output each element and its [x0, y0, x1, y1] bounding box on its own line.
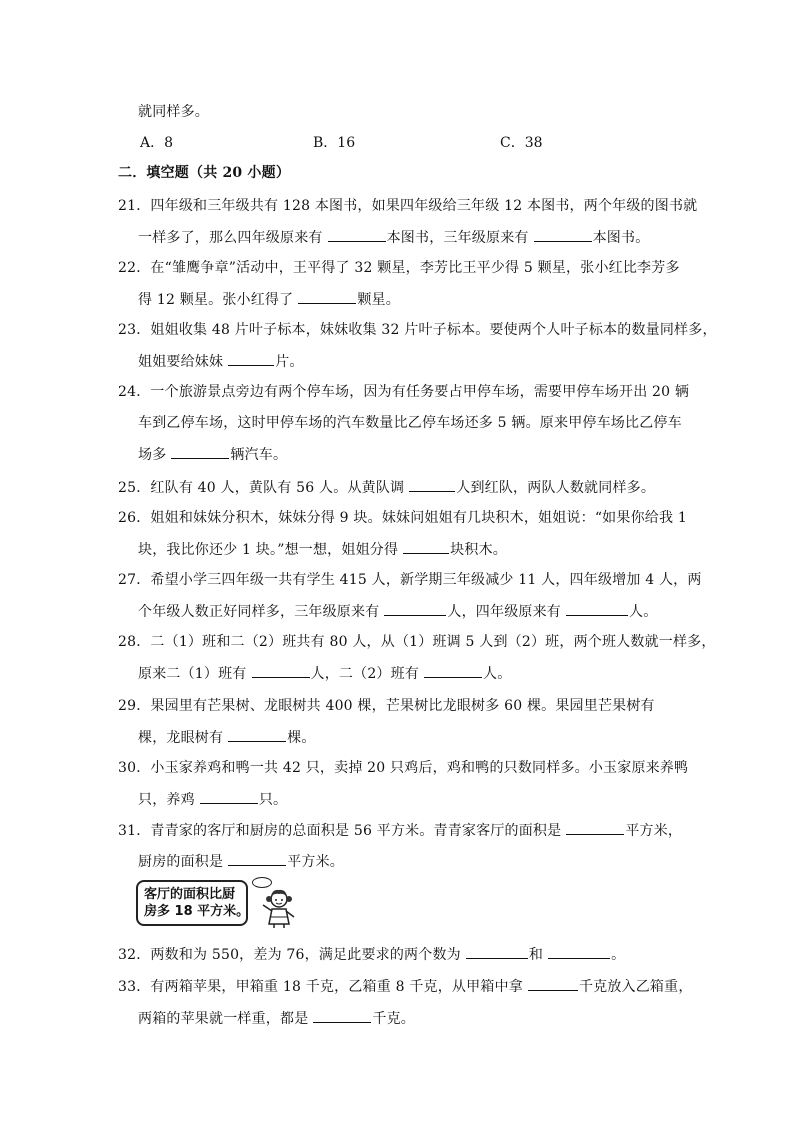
question-32-line-1	[118, 944, 625, 965]
answer-blank[interactable]	[409, 477, 455, 492]
question-25-line-1	[118, 477, 655, 498]
text-line	[138, 102, 209, 122]
line-text: 千克放入乙箱重，	[578, 979, 693, 995]
answer-blank[interactable]	[566, 601, 628, 616]
question-30-line-2	[138, 789, 287, 810]
line-text: 厨房的面积是	[138, 854, 224, 870]
line-text: 21．四年级和三年级共有 128 本图书，如果四年级给三年级 12 本图书，两个年级的图书就	[118, 198, 698, 214]
speech-bubble-line: 客厅的面积比厨	[144, 887, 236, 902]
option-c	[500, 133, 543, 153]
question-29-line-2	[138, 727, 316, 748]
line-text: 个年级人数正好同样多，三年级原来有	[138, 604, 380, 620]
line-text: 场多	[138, 447, 167, 463]
question-27-line-1	[118, 570, 702, 590]
answer-blank[interactable]	[466, 944, 528, 959]
question-31-line-1	[118, 820, 682, 841]
line-text: 千克。	[372, 1011, 416, 1027]
line-text: 22．在“雏鹰争章”活动中，王平得了 32 颗星，李芳比王平少得 5 颗星，张小红比李芳多	[118, 260, 680, 276]
line-text: 29．果园里有芒果树、龙眼树共 400 棵，芒果树比龙眼树多 60 棵。果园里芒果树有	[118, 698, 655, 714]
answer-blank[interactable]	[228, 727, 286, 742]
answer-blank[interactable]	[171, 444, 229, 459]
line-text: 本图书。	[592, 230, 650, 246]
answer-blank[interactable]	[528, 976, 578, 991]
line-text: 人，四年级原来有	[447, 604, 562, 620]
section-heading-text: 二．填空题（共 20 小题）	[118, 165, 291, 181]
speech-bubble-text	[144, 886, 249, 920]
option-a-text: A．8	[140, 135, 174, 151]
question-27-line-2	[138, 601, 657, 622]
line-text: 块积木。	[450, 542, 507, 558]
line-text: 姐姐要给妹妹	[138, 354, 224, 370]
question-22-line-2	[138, 289, 400, 310]
line-text: 33．有两箱苹果，甲箱重 18 千克，乙箱重 8 千克，从甲箱中拿	[118, 979, 523, 995]
line-text: 。	[611, 947, 626, 963]
line-text: 平方米，	[625, 823, 683, 839]
line-text: 片。	[275, 354, 304, 370]
line-text: 人，二（2）班有	[310, 666, 420, 682]
speech-bubble	[136, 880, 248, 926]
line-text: 一样多了，那么四年级原来有	[138, 230, 323, 246]
answer-blank[interactable]	[252, 663, 310, 678]
section-heading	[118, 163, 290, 183]
option-c-text: C．38	[500, 135, 543, 151]
line-text: 24．一个旅游景点旁边有两个停车场，因为有任务要占甲停车场，需要甲停车场开出 20 辆	[118, 384, 690, 400]
line-text: 人到红队，两队人数就同样多。	[456, 480, 656, 496]
question-33-line-1	[118, 976, 693, 997]
line-text: 28．二（1）班和二（2）班共有 80 人，从（1）班调 5 人到（2）班，两个班人数就一样多，	[118, 634, 716, 650]
speech-illustration	[136, 877, 306, 927]
question-29-line-1	[118, 696, 655, 716]
line-text: 棵，龙眼树有	[138, 730, 224, 746]
line-text: 块，我比你还少 1 块。”想一想，姐姐分得	[138, 542, 399, 558]
line-text: 23．姐姐收集 48 片叶子标本，妹妹收集 32 片叶子标本。要使两个人叶子标本的数量同样多，	[118, 322, 717, 338]
question-21-line-1	[118, 196, 697, 216]
line-text: 30．小玉家养鸡和鸭一共 42 只，卖掉 20 只鸡后，鸡和鸭的只数同样多。小玉家原来养鸭	[118, 760, 689, 776]
line-text: 人。	[483, 666, 512, 682]
question-30-line-1	[118, 758, 688, 778]
line-text: 和	[528, 947, 544, 963]
line-text: 32．两数和为 550，差为 76，满足此要求的两个数为	[118, 947, 461, 963]
question-26-line-2	[138, 539, 507, 560]
question-31-line-2	[138, 851, 344, 872]
answer-blank[interactable]	[228, 851, 286, 866]
answer-blank[interactable]	[424, 663, 482, 678]
line-text: 27．希望小学三四年级一共有学生 415 人，新学期三年级减少 11 人，四年级增加 4 人，两	[118, 572, 702, 588]
answer-blank[interactable]	[328, 227, 386, 242]
question-24-line-1	[118, 382, 689, 402]
answer-blank[interactable]	[313, 1008, 371, 1023]
answer-blank[interactable]	[298, 289, 356, 304]
option-b-text: B．16	[313, 135, 356, 151]
option-b	[313, 133, 355, 153]
line-text: 辆汽车。	[230, 447, 288, 463]
answer-blank[interactable]	[403, 539, 449, 554]
answer-blank[interactable]	[566, 820, 624, 835]
answer-blank[interactable]	[548, 944, 610, 959]
question-28-line-2	[138, 663, 511, 684]
line-text: 两箱的苹果就一样重，都是	[138, 1011, 309, 1027]
line-text: 就同样多。	[138, 104, 209, 120]
question-21-line-2	[138, 227, 649, 248]
speech-bubble-line: 房多 18 平方米。	[144, 904, 250, 919]
line-text: 车到乙停车场，这时甲停车场的汽车数量比乙停车场还多 5 辆。原来甲停车场比乙停车	[138, 415, 682, 431]
question-28-line-1	[118, 632, 716, 652]
line-text: 25．红队有 40 人，黄队有 56 人。从黄队调	[118, 480, 405, 496]
line-text: 平方米。	[287, 854, 345, 870]
option-a	[140, 133, 173, 153]
question-33-line-2	[138, 1008, 415, 1029]
answer-blank[interactable]	[384, 601, 446, 616]
question-23-line-1	[118, 320, 717, 340]
girl-icon	[258, 887, 300, 929]
line-text: 31．青青家的客厅和厨房的总面积是 56 平方米。青青家客厅的面积是	[118, 823, 562, 839]
question-26-line-1	[118, 508, 687, 528]
answer-blank[interactable]	[228, 351, 274, 366]
line-text: 棵。	[287, 730, 316, 746]
question-24-line-2	[138, 413, 682, 433]
question-23-line-2	[138, 351, 304, 372]
line-text: 26．姐姐和妹妹分积木，妹妹分得 9 块。妹妹问姐姐有几块积木，姐姐说：“如果你给我 1	[118, 510, 687, 526]
question-24-line-3	[138, 444, 287, 465]
line-text: 颗星。	[357, 292, 400, 308]
line-text: 得 12 颗星。张小红得了	[138, 292, 294, 308]
line-text: 原来二（1）班有	[138, 666, 247, 682]
line-text: 只，养鸡	[138, 792, 195, 808]
line-text: 本图书，三年级原来有	[386, 230, 529, 246]
answer-blank[interactable]	[534, 227, 592, 242]
answer-blank[interactable]	[200, 789, 258, 804]
question-22-line-1	[118, 258, 680, 278]
line-text: 人。	[629, 604, 658, 620]
line-text: 只。	[258, 792, 288, 808]
